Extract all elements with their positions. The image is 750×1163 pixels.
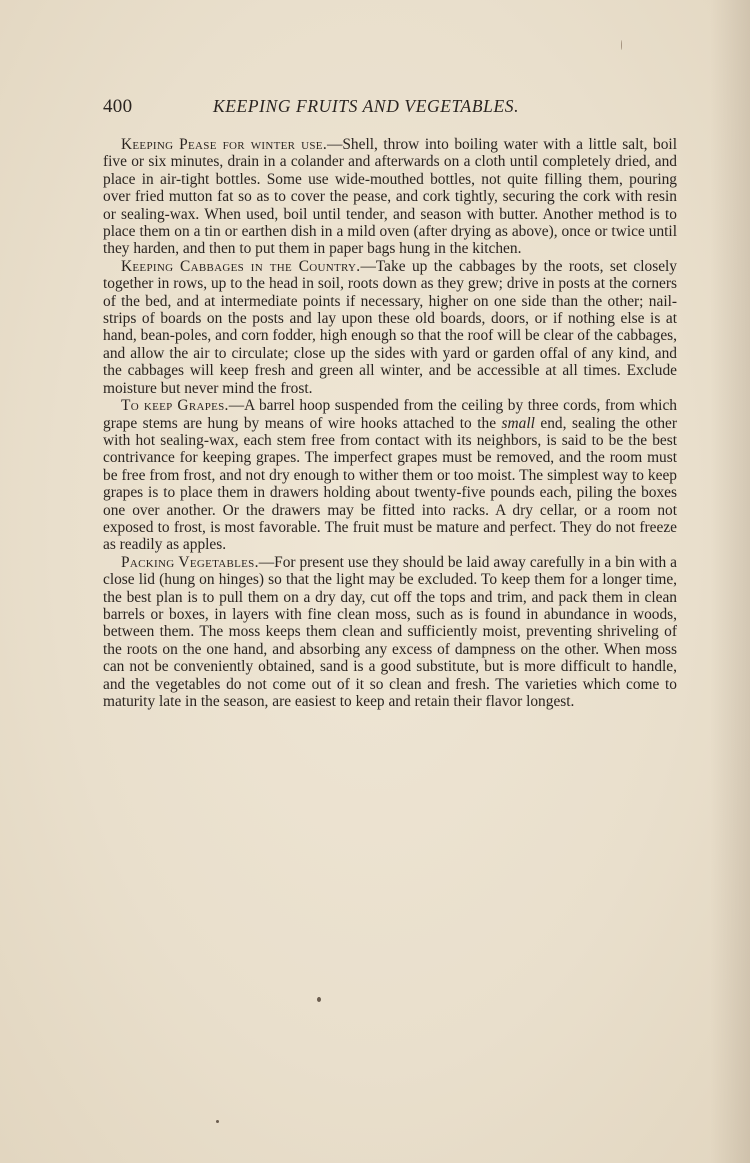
paper-speck [621, 40, 622, 50]
page-header [103, 96, 677, 120]
paper-speck [317, 997, 321, 1002]
paper-speck [216, 1120, 219, 1123]
paragraph-heading: Keeping Cabbages in the Country. [121, 257, 361, 275]
paragraph-grapes [103, 397, 677, 554]
paragraph-heading: Packing Vegetables. [121, 553, 259, 571]
paragraph-heading: Keeping Pease for winter use. [121, 136, 327, 153]
paragraph-text: —Shell, throw into boiling water with a little salt, boil five or six minutes, drain in a colander and afterwards on a cloth until completely dried, and place in air-tight bottles. Some use wide-mouthed bottles, not quite filling them, pouring over fried mutton fat so as to cover the pease, and cork tightly, securing the cork with resin or sealing-wax. When used, boil until tender, and season with butter. Another method is to place them on a tin or earthen dish in a mild oven (after drying as above), once or twice until they harden, and then to put them in paper bags hung in the kitchen. [103, 136, 677, 258]
body-text [103, 136, 677, 710]
paragraph-italic-word: small [501, 414, 535, 432]
running-title: KEEPING FRUITS AND VEGETABLES. [213, 96, 520, 116]
paragraph-text: —Take up the cabbages by the roots, set closely together in rows, up to the head in soil, roots down as they grew; drive in posts at the corners of the bed, and at intermediate points if necessary, higher on one side than the other; nail-strips of boards on the posts and lay upon these old boards, doors, or if nothing else is at hand, bean-poles, and corn fodder, high enough so that the roof will be clear of the cabbages, and allow the air to circulate; close up the sides with yard or garden offal of any kind, and the cabbages will keep fresh and green all winter, and be accessible at all times. Exclude moisture but never mind the frost. [103, 257, 677, 397]
paragraph-text: —For present use they should be laid away carefully in a bin with a close lid (hung on hinges) so that the light may be excluded. To keep them for a longer time, the best plan is to pull them on a dry day, cut off the tops and trim, and pack them in clean barrels or boxes, in layers with fine clean moss, such as is found in abundance in woods, between them. The moss keeps them clean and sufficiently moist, preventing shriveling of the roots on the one hand, and absorbing any excess of dampness on the other. When moss can not be conveniently obtained, sand is a good substitute, but is more difficult to handle, and the vegetables do not come out of it so clean and fresh. The varieties which come to maturity late in the season, are easiest to keep and retain their flavor longest. [103, 553, 677, 710]
paragraph-heading: To keep Grapes. [121, 397, 229, 415]
paragraph-text: —A barrel hoop suspended from the ceiling by three cords, from which grape stems are hung by means of wire hooks attached to the [103, 397, 677, 432]
page-number: 400 [103, 96, 133, 117]
paragraph-cabbages [103, 258, 677, 397]
paragraph-vegetables [103, 554, 677, 711]
paragraph-text: end, sealing the other with hot sealing-wax, each stem free from contact with its neighbors, is said to be the best contrivance for keeping grapes. The imperfect grapes must be removed, and the room must be free from frost, and not dry enough to wither them or too moist. The simplest way to keep grapes is to place them in drawers holding about twenty-five pounds each, piling the boxes one over another. Or the drawers may be fitted into racks. A dry cellar, or a room not exposed to frost, is most favorable. The fruit must be mature and perfect. They do not freeze as readily as apples. [103, 414, 677, 554]
paragraph-pease [103, 136, 677, 258]
page-edge-shadow [710, 0, 750, 1163]
